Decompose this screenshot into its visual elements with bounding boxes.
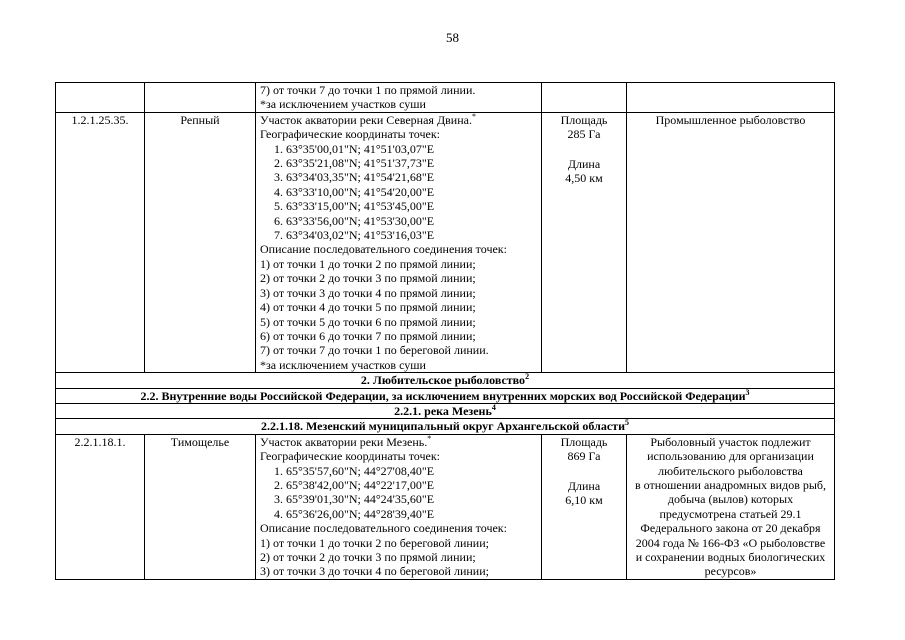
area-label: Площадь (560, 434, 608, 449)
measure-cell (542, 434, 627, 579)
coord-point: 1. 63°35'00,01"N; 41°51'03,07"E (274, 141, 435, 156)
purpose-cell (627, 112, 835, 372)
segment-line: 3) от точки 3 до точки 4 по береговой линии; (260, 564, 489, 579)
segment-line: 3) от точки 3 до точки 4 по прямой линии; (260, 285, 476, 300)
coord-point: 1. 65°35'57,60"N; 44°27'08,40"E (274, 463, 435, 478)
purpose-line: и сохранении водных биологических (635, 550, 826, 564)
segment-line: 4) от точки 4 до точки 5 по прямой линии; (260, 300, 476, 315)
purpose-line: Федерального закона от 20 декабря (640, 521, 821, 536)
coords-heading: Географические координаты точек: (260, 449, 440, 464)
coord-point: 4. 63°33'10,00"N; 41°54'20,00"E (274, 184, 435, 199)
coord-point: 7. 63°34'03,02"N; 41°53'16,03"E (274, 228, 435, 243)
section-row (56, 403, 835, 418)
purpose-line: 2004 года № 166-ФЗ «О рыболовстве (635, 535, 826, 550)
name-cell (145, 83, 256, 113)
area-label: Площадь (560, 112, 608, 127)
number-cell (56, 83, 145, 113)
desc-heading: Описание последовательного соединения точек: (260, 242, 507, 257)
row-number: 2.2.1.18.1. (56, 434, 145, 579)
row-number: 1.2.1.25.35. (56, 112, 145, 372)
subsection-heading: 2.2.1. река Мезень$^4$ (56, 403, 835, 418)
length-value: 4,50 км (565, 171, 603, 186)
purpose-line: добыча (вылов) которых (667, 492, 794, 507)
coords-heading: Географические координаты точек: (260, 127, 440, 142)
segment-line: 2) от точки 2 до точки 3 по прямой линии; (260, 550, 476, 564)
table-row (56, 112, 835, 372)
footnote-line: *за исключением участков суши (260, 357, 426, 372)
purpose-line: ресурсов» (704, 564, 757, 579)
segment-line: 7) от точки 7 до точки 1 по береговой линии. (260, 343, 489, 358)
section-heading: 2. Любительское рыболовство$^2$ (56, 373, 835, 388)
coord-point: 6. 63°33'56,00"N; 41°53'30,00"E (274, 213, 435, 228)
area-title: Участок акватории реки Северная Двина.* (260, 111, 476, 127)
coord-point: 3. 65°39'01,30"N; 44°24'35,60"E (274, 492, 435, 507)
length-label: Длина (567, 156, 601, 171)
segment-line: 2) от точки 2 до точки 3 по прямой линии; (260, 271, 476, 286)
table-row (56, 434, 835, 579)
coord-point: 5. 63°33'15,00"N; 41°53'45,00"E (274, 199, 435, 214)
footnote-line: *за исключением участков суши (260, 97, 426, 112)
description-cell (256, 112, 542, 372)
segment-line: 1) от точки 1 до точки 2 по прямой линии; (260, 256, 476, 271)
coord-point: 2. 63°35'21,08"N; 41°51'37,73"E (274, 156, 435, 171)
purpose-line: в отношении анадромных видов рыб, (634, 477, 827, 492)
measure-cell (542, 112, 627, 372)
segment-line: 6) от точки 6 до точки 7 по прямой линии; (260, 328, 476, 343)
description-cell (256, 434, 542, 579)
purpose-cell (627, 434, 835, 579)
measure-cell (542, 83, 627, 113)
site-name: Репный (145, 112, 256, 372)
fishing-areas-table (55, 82, 835, 580)
length-label: Длина (567, 478, 601, 493)
area-value: 285 Га (567, 127, 601, 142)
area-value: 869 Га (567, 449, 601, 464)
segment-line: 7) от точки 7 до точки 1 по прямой линии. (260, 83, 476, 97)
segment-line: 1) от точки 1 до точки 2 по береговой линии; (260, 535, 489, 550)
subsection-heading: 2.2. Внутренние воды Российской Федерации, за исключением внутренних морских вод Российской Федерации$^3$ (56, 388, 835, 403)
purpose-cell (627, 83, 835, 113)
site-name: Тимощелье (145, 434, 256, 579)
purpose-line: предусмотрена статьей 29.1 (659, 506, 802, 521)
length-value: 6,10 км (565, 492, 603, 507)
continuation-row (56, 83, 835, 113)
purpose-line: Рыболовный участок подлежит (650, 434, 811, 449)
desc-heading: Описание последовательного соединения точек: (260, 521, 507, 536)
coord-point: 3. 63°34'03,35"N; 41°54'21,68"E (274, 170, 435, 185)
subsection-heading: 2.2.1.18. Мезенский муниципальный округ Архангельской области$^5$ (56, 419, 835, 434)
description-cell (256, 83, 542, 113)
purpose-line: использованию для организации (647, 449, 814, 464)
coord-point: 2. 65°38'42,00"N; 44°22'17,00"E (274, 477, 435, 492)
purpose-line: любительского рыболовства (658, 463, 803, 478)
page-number: 58 (446, 30, 459, 45)
coord-point: 4. 65°36'26,00"N; 44°28'39,40"E (274, 506, 435, 521)
area-title: Участок акватории реки Мезень.* (260, 433, 432, 449)
segment-line: 5) от точки 5 до точки 6 по прямой линии; (260, 314, 476, 329)
section-row (56, 388, 835, 403)
purpose-text: Промышленное рыболовство (655, 112, 806, 127)
section-row (56, 419, 835, 434)
section-row (56, 373, 835, 388)
